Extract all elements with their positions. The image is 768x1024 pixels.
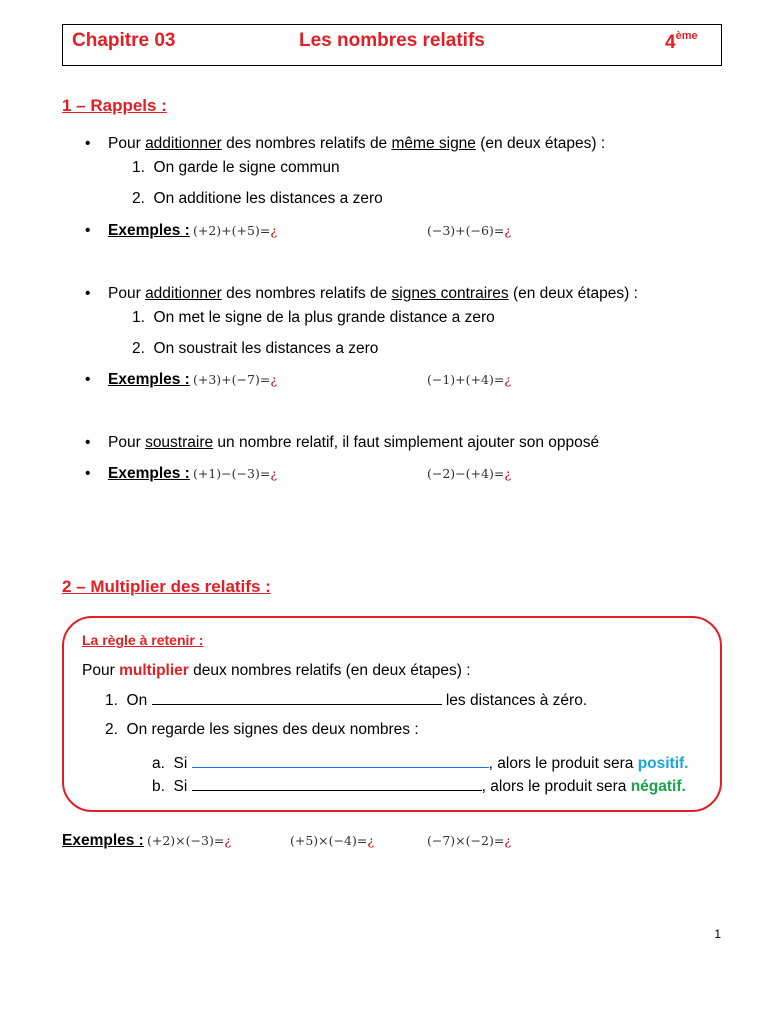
example-expression: (−3)+(−6)=¿ [427,223,512,238]
rule-sub-b: b. Si , alors le produit sera négatif. [152,778,686,795]
rule-intro: Pour multiplier deux nombres relatifs (en deux étapes) : [82,662,471,679]
section-2-title: 2 – Multiplier des relatifs : [62,577,271,596]
examples-row: • Exemples : [85,222,190,240]
example-expression: (−1)+(+4)=¿ [427,372,512,387]
example-expression: (+5)×(−4)=¿ [290,833,375,848]
level-label: 4ème [665,30,698,53]
examples-label: Exemples : [62,832,144,849]
chapter-label: Chapitre 03 [72,30,176,51]
fill-blank[interactable] [152,690,442,705]
rule-same-sign: • Pour additionner des nombres relatifs de même signe (en deux étapes) : [85,135,605,153]
section-1-title: 1 – Rappels : [62,96,167,115]
example-expression: (+1)−(−3)=¿ [193,466,278,481]
rule-title: La règle à retenir : [82,632,204,648]
step-item: 2. On soustrait les distances a zero [132,340,379,357]
step-item: 1. On met le signe de la plus grande distance a zero [132,309,495,326]
page-number: 1 [714,927,721,941]
page-title: Les nombres relatifs [299,30,485,51]
rule-step-2: 2. On regarde les signes des deux nombres : [105,721,419,738]
rule-opposite-sign: • Pour additionner des nombres relatifs de signes contraires (en deux étapes) : [85,285,638,303]
step-item: 2. On additione les distances a zero [132,190,383,207]
rule-subtraction: • Pour soustraire un nombre relatif, il faut simplement ajouter son opposé [85,434,599,452]
examples-row: • Exemples : [85,371,190,389]
examples-row: • Exemples : [85,465,190,483]
rule-sub-a: a. Si , alors le produit sera positif. [152,755,689,772]
example-expression: (+2)×(−3)=¿ [147,833,232,848]
example-expression: (−2)−(+4)=¿ [427,466,512,481]
example-expression: (+3)+(−7)=¿ [193,372,278,387]
example-expression: (+2)+(+5)=¿ [193,223,278,238]
fill-blank[interactable] [192,776,482,791]
fill-blank[interactable] [192,753,489,768]
step-item: 1. On garde le signe commun [132,159,340,176]
example-expression: (−7)×(−2)=¿ [427,833,512,848]
rule-step-1: 1. On les distances à zéro. [105,692,588,709]
